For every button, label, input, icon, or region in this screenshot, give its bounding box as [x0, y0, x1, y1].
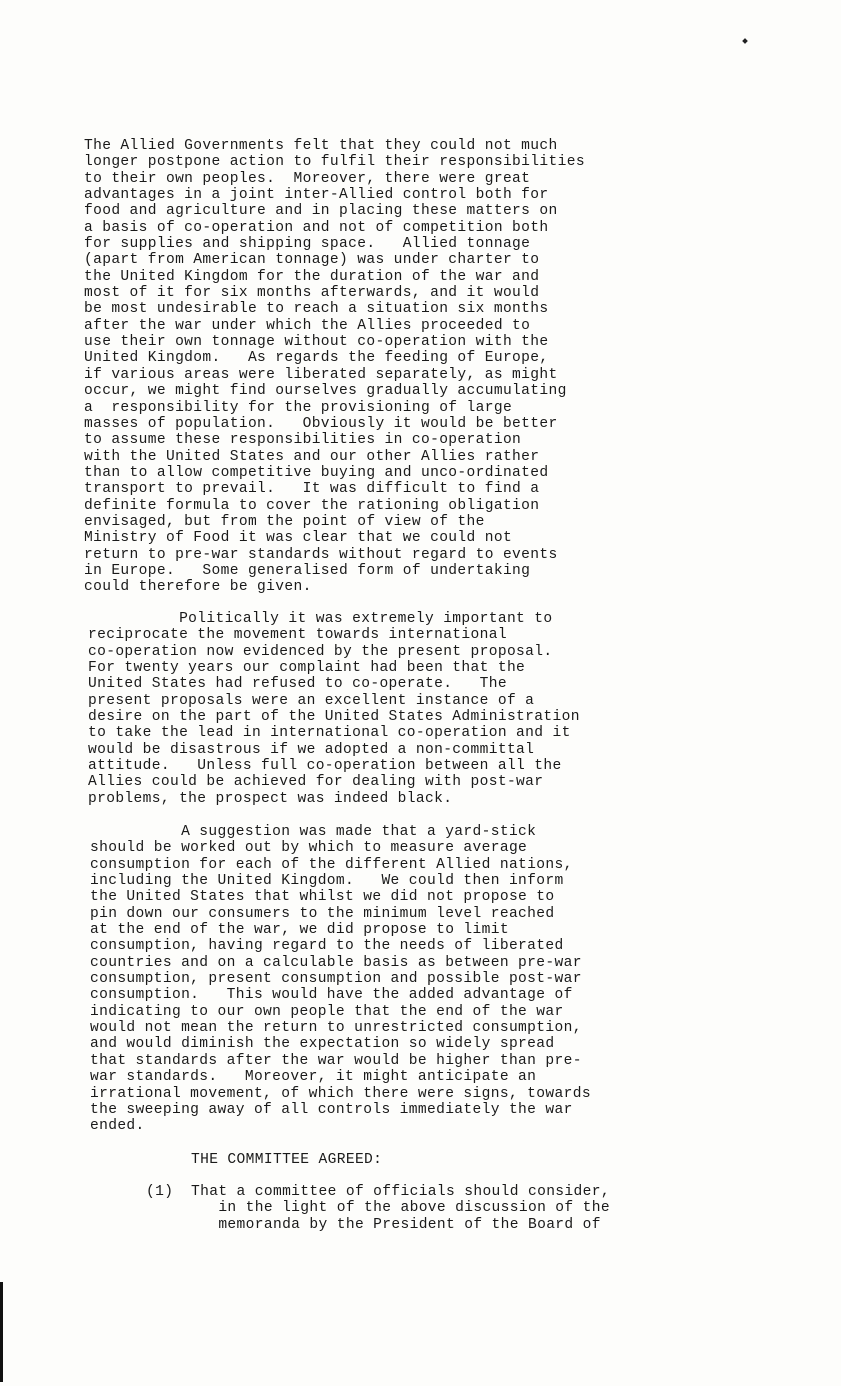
corner-mark [742, 38, 748, 44]
item-number: (1) [146, 1184, 174, 1200]
item-text: That a committee of officials should consider, in the light of the above discussion of the memoranda by the President of the Board of [191, 1184, 610, 1233]
paragraph-politically: Politically it was extremely important to reciprocate the movement towards international co-operation now evidenced by the present proposal. For twenty years our complaint had been that the United States had refused to co-operate. The present proposals were an excellent instance of a desire on the part of the United States Administration to take the lead in international co-operation and it would be disastrous if we adopted a non-committal attitude. Unless full co-operation between all the Allies could be achieved for dealing with post-war problems, the prospect was indeed black. [88, 611, 580, 807]
committee-agreed-heading: THE COMMITTEE AGREED: [191, 1152, 383, 1168]
paragraph-yard-stick: A suggestion was made that a yard-stick should be worked out by which to measure average consumption for each of the different Allied nations, including the United Kingdom. We could then inform the United States that whilst we did not propose to pin down our consumers to the minimum level reached at the end of the war, we did propose to limit consumption, having regard to the needs of liberated countries and on a calculable basis as between pre-war consumption, present consumption and possible post-war consumption. This would have the added advantage of indicating to our own people that the end of the war would not mean the return to unrestricted consumption, and would diminish the expectation so widely spread that standards after the war would be higher than pre- war standards. Moreover, it might anticipate an irrational movement, of which there were signs, towards the sweeping away of all controls immediately the war ended. [90, 824, 591, 1135]
paragraph-allied-governments: The Allied Governments felt that they could not much longer postpone action to fulfil their responsibilities to their own peoples. Moreover, there were great advantages in a joint inter-Allied control both for food and agriculture and in placing these matters on a basis of co-operation and not of competition both for supplies and shipping space. Allied tonnage (apart from American tonnage) was under charter to the United Kingdom for the duration of the war and most of it for six months afterwards, and it would be most undesirable to reach a situation six months after the war under which the Allies proceeded to use their own tonnage without co-operation with the United Kingdom. As regards the feeding of Europe, if various areas were liberated separately, as might occur, we might find ourselves gradually accumulating a responsibility for the provisioning of large masses of population. Obviously it would be better to assume these responsibilities in co-operation with the United States and our other Allies rather than to allow competitive buying and unco-ordinated transport to prevail. It was difficult to find a definite formula to cover the rationing obligation envisaged, but from the point of view of the Ministry of Food it was clear that we could not return to pre-war standards without regard to events in Europe. Some generalised form of undertaking could therefore be given. [84, 138, 585, 596]
left-edge-rule [0, 1282, 3, 1382]
